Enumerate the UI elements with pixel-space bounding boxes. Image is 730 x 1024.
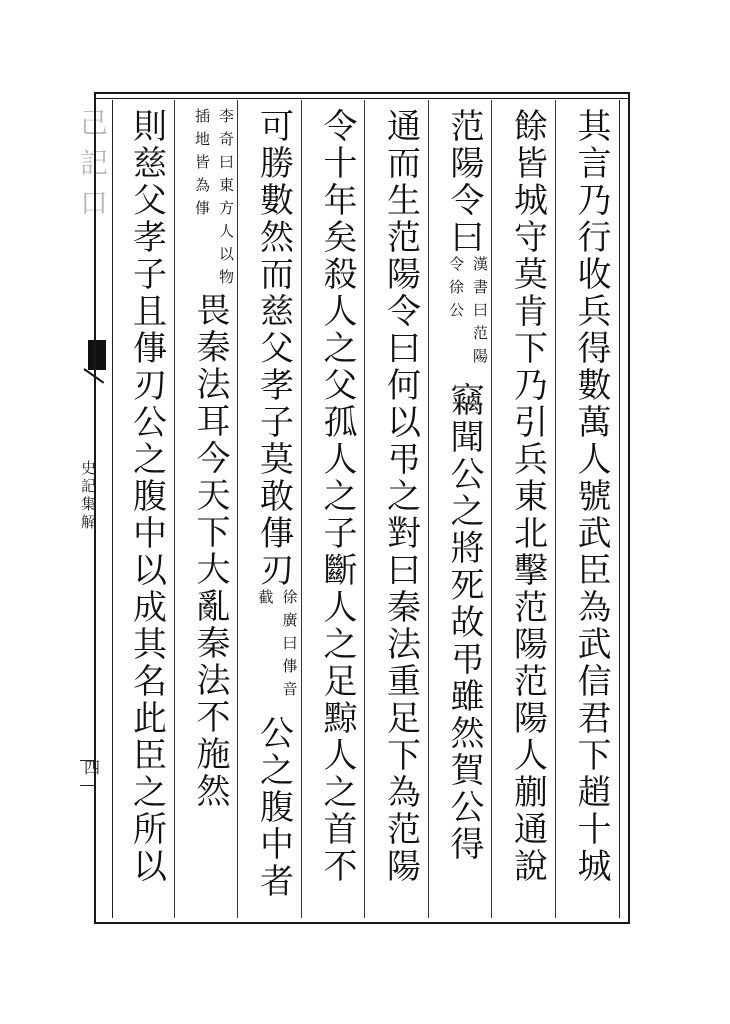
main-text: 其言乃行收兵得數萬人號武臣為武信君下趙十城 xyxy=(571,108,611,885)
column-rule xyxy=(428,100,429,918)
gutter-faded-text: 己記口 xyxy=(76,108,109,228)
commentary-note: 徐廣曰倳音截 xyxy=(256,589,299,704)
text-column-1 xyxy=(556,100,620,918)
main-text: 餘皆城守莫肯下乃引兵東北擊范陽范陽人蒯通說 xyxy=(507,108,548,885)
column-rule xyxy=(301,100,302,918)
main-text: 則慈父孝子且倳刃公之腹中以成其名此臣之所以 xyxy=(126,108,167,885)
text-block xyxy=(112,100,620,918)
text-column-4 xyxy=(365,100,429,918)
page-frame-inner-rule xyxy=(94,98,630,99)
book-title: 史記集解 xyxy=(79,460,97,532)
main-text: 通而生范陽令曰何以弔之對曰秦法重足下為范陽 xyxy=(380,108,421,885)
text-column-3 xyxy=(429,100,493,918)
main-text: 畏秦法耳今天下大亂秦法不施然 xyxy=(190,292,230,810)
text-column-5 xyxy=(302,100,366,918)
main-text: 竊聞公之將死故弔雖然賀公得 xyxy=(444,382,484,863)
folio-number: 四 xyxy=(84,758,101,777)
text-column-7 xyxy=(175,100,239,918)
column-rule xyxy=(491,100,492,918)
column-rule xyxy=(237,100,238,918)
main-text: 可勝數然而慈父孝子莫敢倳刃 xyxy=(253,108,294,589)
column-rule xyxy=(174,100,175,918)
main-text: 范陽令曰 xyxy=(444,108,484,256)
main-text: 令十年矣殺人之父孤人之子斷人之足黥人之首不 xyxy=(317,108,357,885)
commentary-note: 李奇曰東方人以物插地皆為倳 xyxy=(193,108,235,292)
column-rule xyxy=(364,100,365,918)
commentary-note: 漢書曰范陽令徐公 xyxy=(447,256,489,371)
folio-rule-bottom xyxy=(80,785,94,786)
text-column-8 xyxy=(111,100,175,918)
main-text: 公之腹中者 xyxy=(253,715,294,900)
column-rule xyxy=(555,100,556,918)
text-column-2 xyxy=(492,100,556,918)
text-column-6 xyxy=(238,100,302,918)
